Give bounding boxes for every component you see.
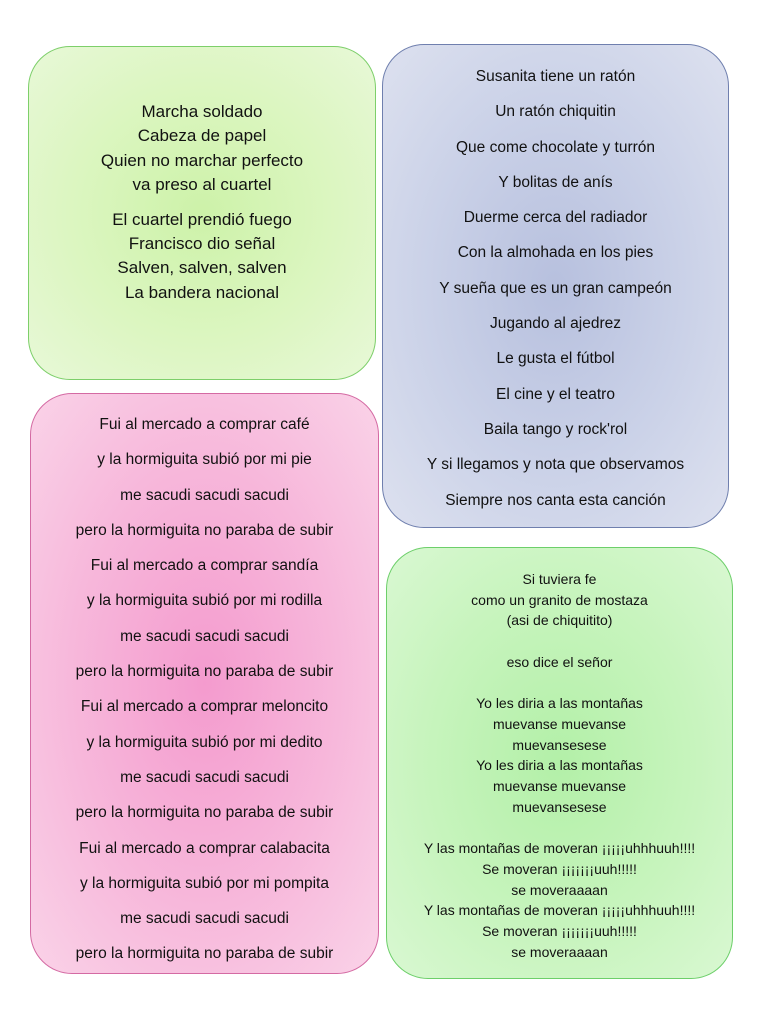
song-card-si-tuviera-fe <box>386 547 733 979</box>
verse-line: (asi de chiquitito) <box>506 612 613 629</box>
song-card-susanita <box>382 44 729 528</box>
verse-line: me sacudi sacudi sacudi <box>120 486 289 504</box>
verse-line: como un granito de mostaza <box>471 591 648 608</box>
verse-line: muevanse muevanse <box>492 715 627 732</box>
verse-line: Fui al mercado a comprar café <box>99 416 310 433</box>
verse-line: Susanita tiene un ratón <box>475 68 636 85</box>
verse-line: Con la almohada en los pies <box>457 244 654 262</box>
verse-line: La bandera nacional <box>124 282 280 302</box>
song-card-marcha-soldado <box>28 46 376 380</box>
verse-line: se moveraaaan <box>511 881 608 898</box>
verse-line: Jugando al ajedrez <box>490 315 621 333</box>
verse-line: me sacudi sacudi sacudi <box>120 768 289 786</box>
verse-line: Y bolitas de anís <box>498 173 613 191</box>
verse-line: Duerme cerca del radiador <box>463 209 648 227</box>
verse-line: muevanse muevanse <box>492 778 627 794</box>
verse-line: Fui al mercado a comprar calabacita <box>79 839 330 857</box>
verse-line: pero la hormiguita no paraba de subir <box>75 804 334 822</box>
verse-line: Francisco dio señal <box>128 234 276 254</box>
verse-line: Y sueña que es un gran campeón <box>439 279 672 297</box>
verse-line: Yo les diria a las montañas <box>476 695 643 712</box>
verse-line: Fui al mercado a comprar meloncito <box>80 698 329 716</box>
verse-line: Se moveran ¡¡¡¡¡¡¡uuh!!!!! <box>482 922 637 939</box>
verse-line: se moveraaaan <box>511 943 608 960</box>
stanza <box>29 208 375 306</box>
verse-line: Fui al mercado a comprar sandía <box>90 557 319 575</box>
verse-line: Le gusta el fútbol <box>496 350 615 368</box>
verse-line: muevansesese <box>512 736 607 753</box>
verse-line: Si tuviera fe <box>522 571 597 587</box>
verse-line: Se moveran ¡¡¡¡¡¡¡uuh!!!!! <box>482 860 637 877</box>
stanza <box>387 569 732 631</box>
stanza <box>387 693 732 817</box>
verse-line: Marcha soldado <box>141 102 263 121</box>
verse-line: y la hormiguita subió por mi pompita <box>80 874 329 892</box>
verse-line: muevansesese <box>512 798 607 815</box>
verse-line: pero la hormiguita no paraba de subir <box>75 521 334 539</box>
verse-line: Salven, salven, salven <box>117 258 287 278</box>
verse-line: Siempre nos canta esta canción <box>445 491 666 509</box>
verse-line: y la hormiguita subió por mi pie <box>97 451 312 469</box>
verse-line: pero la hormiguita no paraba de subir <box>75 945 334 963</box>
verse-line: El cine y el teatro <box>496 385 615 403</box>
verse-line: me sacudi sacudi sacudi <box>120 627 289 645</box>
verse-line: Baila tango y rock'rol <box>483 420 628 438</box>
verse-line: Y si llegamos y nota que observamos <box>426 456 685 474</box>
verse-line: Que come chocolate y turrón <box>455 138 656 156</box>
song-card-hormiguita <box>30 393 379 974</box>
verse-line: Cabeza de papel <box>137 126 267 146</box>
stanza <box>29 100 375 198</box>
verse-line: y la hormiguita subió por mi dedito <box>86 733 323 751</box>
stanza <box>387 838 732 962</box>
verse-line: Quien no marchar perfecto <box>100 150 304 170</box>
verse-line: Y las montañas de moveran ¡¡¡¡¡uhhhuuh!!!! <box>423 840 696 857</box>
verse-line: va preso al cuartel <box>132 175 272 195</box>
verse-line: Y las montañas de moveran ¡¡¡¡¡uhhhuuh!!!! <box>423 902 696 919</box>
verse-line: pero la hormiguita no paraba de subir <box>75 663 334 681</box>
verse-line: El cuartel prendió fuego <box>112 209 292 229</box>
verse-line: y la hormiguita subió por mi rodilla <box>86 592 323 610</box>
stanza <box>387 652 732 673</box>
verse-line: Un ratón chiquitin <box>495 103 616 121</box>
verse-line: eso dice el señor <box>506 653 613 670</box>
verse-line: Yo les diria a las montañas <box>476 757 643 774</box>
verse-line: me sacudi sacudi sacudi <box>120 910 289 928</box>
